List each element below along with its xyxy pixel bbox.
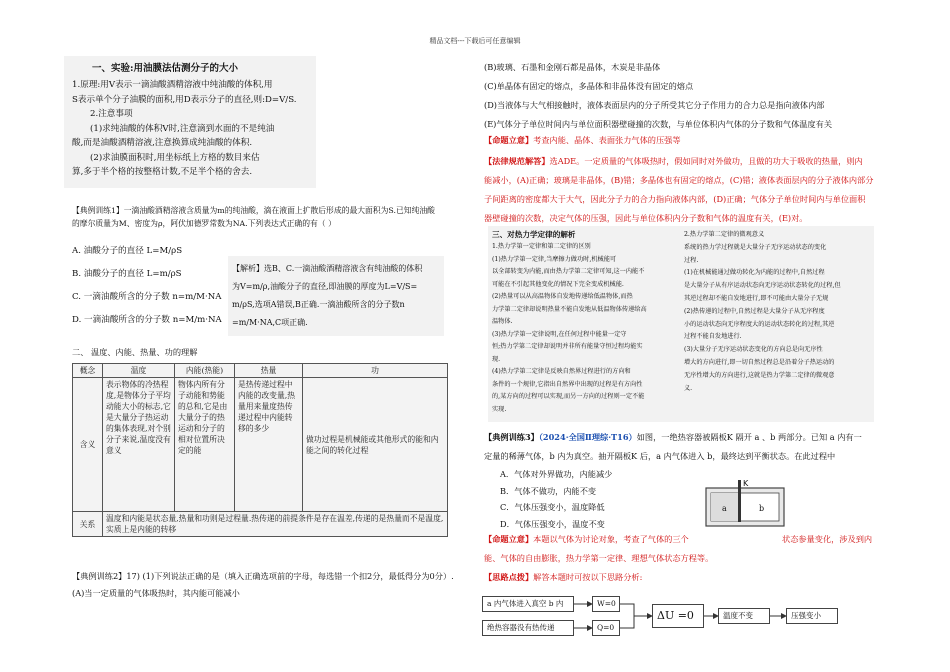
proposition2-text2: 状态参量变化，涉及到内: [782, 534, 873, 544]
proposition2: [484, 530, 689, 549]
table-cell: 温度和内能是状态量,热量和功则是过程量.热传递的前提条件是存在温差,传递的是热量而不是温度,实质上是内能的转移: [103, 512, 448, 537]
s3-right-line: 系统的热力学过程就是大量分子无序运动状态的变化: [684, 243, 827, 251]
law-answer-line: 能减小，(A)正确；玻璃是非晶体，(B)错；多晶体也有固定的熔点，(C)错；液体表面层内的分子液体内部分: [484, 175, 874, 185]
flow-box-pressure: 压强变小: [786, 608, 838, 624]
example1-option-b: B. 油酸分子的直径 L=m/ρS: [72, 269, 182, 279]
proposition-label: 【命题立意】: [484, 135, 534, 145]
s3-right-line: 过程.: [684, 256, 699, 264]
example3-option: C．气体压强变小，温度降低: [500, 502, 605, 512]
s3-left-line: 温物体.: [492, 318, 513, 325]
example1-text: [72, 204, 435, 230]
proposition-text: 考查内能、晶体、表面张力气体的压强等: [533, 135, 681, 145]
s3-right-line: (2)热传递的过程中,自然过程是大量分子从无序程度: [684, 307, 825, 315]
explanation-line: m/ρS,选项A错误,B正确.一滴油酸所含的分子数n: [232, 300, 405, 309]
example3-option: A．气体对外界做功，内能减少: [500, 469, 613, 479]
example1-option-a: A. 油酸分子的直径 L=M/ρS: [72, 246, 183, 256]
example2-line: (A)当一定质量的气体吸热时，其内能可能减小: [72, 588, 240, 598]
example3-line: [484, 428, 862, 447]
s3-right-line: 其逆过程却不能自发地进行,即不可能由大量分子无规: [684, 294, 829, 302]
experiment-title: 一、实验:用油膜法估测分子的大小: [92, 63, 239, 74]
example3-option: D．气体压强变小，温度不变: [500, 518, 605, 529]
law-answer-line: [484, 152, 873, 171]
explanation-line: 【解析】选B、C.一滴油酸酒精溶液含有纯油酸的体积: [232, 264, 423, 273]
s3-left-line: 可能在不引起其他变化的情况下完全变成机械能.: [492, 280, 624, 288]
s3-right-line: 是大量分子从有序运动状态向无序运动状态转化的过程,但: [684, 282, 841, 290]
example3-intro: 如图，一绝热容器被隔板K 隔开 a 、b 两部分。已知 a 内有一: [636, 432, 862, 442]
example3-options: [500, 466, 612, 532]
example3-source: （2024·全国Ⅱ理综·T16）: [538, 432, 637, 442]
experiment-line: (1)求纯油酸的体积V时,注意滴到水面的不是纯油: [90, 123, 275, 134]
example1-line: 的摩尔质量为M、密度为ρ，阿伏加德罗常数为NA.下列表达式正确的有（ ）: [72, 219, 336, 228]
example2-text: [72, 568, 454, 602]
s3-left-line: 现.: [492, 355, 501, 363]
concept-table: [72, 363, 448, 537]
concept-table-wrap: [72, 363, 448, 537]
thinking-tips: [484, 568, 642, 587]
example3-text: [484, 428, 862, 466]
example1-options: [72, 240, 222, 332]
experiment-lines: [72, 78, 297, 180]
thinking-text: 解答本题时可按以下思路分析:: [533, 572, 643, 582]
s3-left-line: (1)热力学第一定律,当摩擦力做功时,机械能可: [492, 255, 617, 263]
example1-option-c: C. 一滴油酸所含的分子数 n=m/M·NA: [72, 292, 222, 302]
table-cell: 表示物体的冷热程度,是物体分子平均动能大小的标志,它是大量分子热运动的集体表现,对个别分子来说,温度没有意义: [103, 378, 175, 512]
section3-left-col: [492, 241, 647, 416]
flow-box-no-heat: 绝热容器没有热传递: [482, 620, 574, 636]
flow-box-q: Q=0: [592, 620, 620, 636]
s3-right-line: 增大的方向进行,即一切自然过程总是沿着分子热运动的: [684, 358, 835, 366]
law-answer-line: 器壁碰撞的次数，决定气体的压强，因此与单位体积内分子数和气体的温度有关，(E)对。: [484, 213, 808, 223]
example2-line: 【典例训练2】17) (1)下列说法正确的是（填入正确选项前的字母，每选错一个扣2分，最低得分为0分）.: [72, 571, 454, 581]
table-header: 功: [303, 364, 448, 378]
s3-left-line: 恒;热力学第二定律却说明并非所有能量守恒过程均能实: [492, 343, 643, 350]
thinking-label: 【思路点拨】: [484, 572, 534, 582]
table-cell: 物体内所有分子动能和势能的总和,它是由大量分子的热运动和分子的相对位置所决定的能: [175, 378, 235, 512]
experiment-line: (2)求油膜面积时,用坐标纸上方格的数目来估: [90, 152, 260, 163]
s3-left-line: 条件的一个规律,它指出自然界中出现的过程是有方向性: [492, 380, 643, 388]
chamber-a-label: a: [722, 504, 727, 513]
chamber-b-label: b: [759, 504, 765, 513]
example1-explanation: [232, 260, 422, 332]
law-answer: [484, 152, 873, 228]
s3-left-line: 以全部转变为内能,而由热力学第二定律可知,这一内能不: [492, 268, 645, 275]
section3-title: 三、对热力学定律的解析: [492, 230, 576, 239]
section3-right-col: [684, 229, 841, 395]
flow-box-a-to-b: a 内气体进入真空 b 内: [482, 596, 574, 612]
option-line: (B)玻璃、石墨和金刚石都是晶体，木炭是非晶体: [484, 62, 661, 72]
experiment-line: 算,多于半个格的按整格计数,不足半个格的舍去.: [72, 167, 253, 177]
flow-box-delta-u: ΔU =0: [652, 604, 704, 628]
table-cell: 做功过程是机械能或其他形式的能和内能之间的转化过程: [303, 378, 448, 512]
example3-line: 定量的稀薄气体，b 内为真空。抽开隔板K 后，a 内气体进入 b，最终达到平衡状态。在此过程中: [484, 451, 836, 461]
table-header: 热量: [235, 364, 303, 378]
s3-right-line: (3)大量分子无序运动状态变化的方向总是向无序性: [684, 346, 823, 354]
option-line: (D)当液体与大气相接触时，液体表面层内的分子所受其它分子作用力的合力总是指向液体内部: [484, 100, 825, 110]
s3-right-line: 无序性增大的方向进行,这就是热力学第二定律的微观意: [684, 371, 835, 379]
section2-title: 二、 温度、内能、热量、功的理解: [72, 347, 198, 357]
experiment-line: 1.原理:用V表示一滴油酸酒精溶液中纯油酸的体积,用: [72, 80, 273, 90]
example1-option-d: D. 一滴油酸所含的分子数 n=M/m·NA: [72, 315, 222, 325]
option-line: (C)单晶体有固定的熔点，多晶体和非晶体没有固定的熔点: [484, 81, 694, 91]
s3-left-line: 的,某方向的过程可以实现,而另一方向的过程则一定不能: [492, 393, 645, 400]
proposition2-text1: 本题以气体为讨论对象，考查了气体的三个: [533, 534, 689, 544]
explanation-line: =m/M·NA,C项正确.: [232, 318, 308, 327]
experiment-line: 2.注意事项: [90, 109, 133, 119]
table-header-row: [73, 364, 448, 378]
proposition-intent: [484, 134, 681, 147]
proposition2-label: 【命题立意】: [484, 534, 534, 544]
proposition2-text3: 能、气体的自由膨胀，热力学第一定律、理想气体状态方程等。: [484, 553, 714, 563]
table-header: 概念: [73, 364, 103, 378]
example1-line: 【典例训练1】一滴油酸酒精溶液含质量为m的纯油酸，滴在液面上扩散后形成的最大面积为S.已知纯油酸: [72, 206, 435, 215]
experiment-line: S表示单个分子油膜的面积,用D表示分子的直径,则:D=V/S.: [72, 94, 297, 105]
page-header: 精品文档---下载后可任意编辑: [429, 37, 521, 45]
s3-left-line: (2)热量可以从高温物体自发地传递给低温物体,而热: [492, 293, 633, 300]
example3-option: B．气体不做功，内能不变: [500, 485, 597, 496]
law-answer-line: 子间距离的密度都大于大气，因此分子力的合力指向液体内部，(D)正确；气体分子单位时间内与单位面积: [484, 194, 866, 204]
reasoning-flow: [482, 590, 882, 642]
right-options: [484, 58, 832, 134]
s3-left-line: (3)热力学第一定律说明,在任何过程中能量一定守: [492, 330, 627, 338]
table-row: [73, 378, 448, 512]
flow-box-w: W=0: [592, 596, 620, 612]
table-cell: 是热传递过程中内能的改变量,热量用来量度热传递过程中内能转移的多少: [235, 378, 303, 512]
experiment-line: 酸,而是油酸酒精溶液,注意换算成纯油酸的体积.: [72, 138, 253, 148]
table-row-label: 关系: [73, 512, 103, 537]
table-header: 内能(热能): [175, 364, 235, 378]
partition-k-label: K: [743, 479, 749, 488]
example3-label: 【典例训练3】: [484, 432, 539, 442]
table-header: 温度: [103, 364, 175, 378]
insulated-container-diagram: [704, 474, 786, 528]
s3-left-line: (4)热力学第二定律是反映自然界过程进行的方向和: [492, 368, 631, 375]
explanation-line: 为V=m/ρ,油酸分子的直径,即油膜的厚度为L=V/S=: [232, 282, 418, 291]
s3-right-line: 义.: [684, 384, 693, 392]
table-row-label: 含义: [73, 378, 103, 512]
container-figure: [704, 474, 786, 528]
s3-left-line: 实现.: [492, 405, 507, 413]
s3-left-line: 力学第二定律却说明热量不能自发地从低温物体传递给高: [492, 305, 647, 313]
s3-left-line: 1.热力学第一定律和第二定律的区别: [492, 243, 591, 250]
s3-right-line: (1)在机械能通过做功转化为内能的过程中,自然过程: [684, 269, 825, 277]
option-line: (E)气体分子单位时间内与单位面积器壁碰撞的次数，与单位体积内气体的分子数和气体温度有关: [484, 119, 833, 129]
law-answer-text: 选ADE。一定质量的气体吸热时，假如同时对外做功，且做的功大于吸收的热量，则内: [549, 156, 863, 166]
law-answer-label: 【法律规范解答】: [484, 156, 550, 166]
flow-box-temp: 温度不变: [718, 608, 770, 624]
s3-right-line: 过程不能自发地进行.: [684, 333, 742, 341]
s3-right-line: 小的运动状态向无序程度大的运动状态转化的过程,其逆: [684, 320, 835, 328]
s3-right-line: 2.热力学第二定律的微观意义: [684, 231, 765, 238]
table-row: [73, 512, 448, 537]
